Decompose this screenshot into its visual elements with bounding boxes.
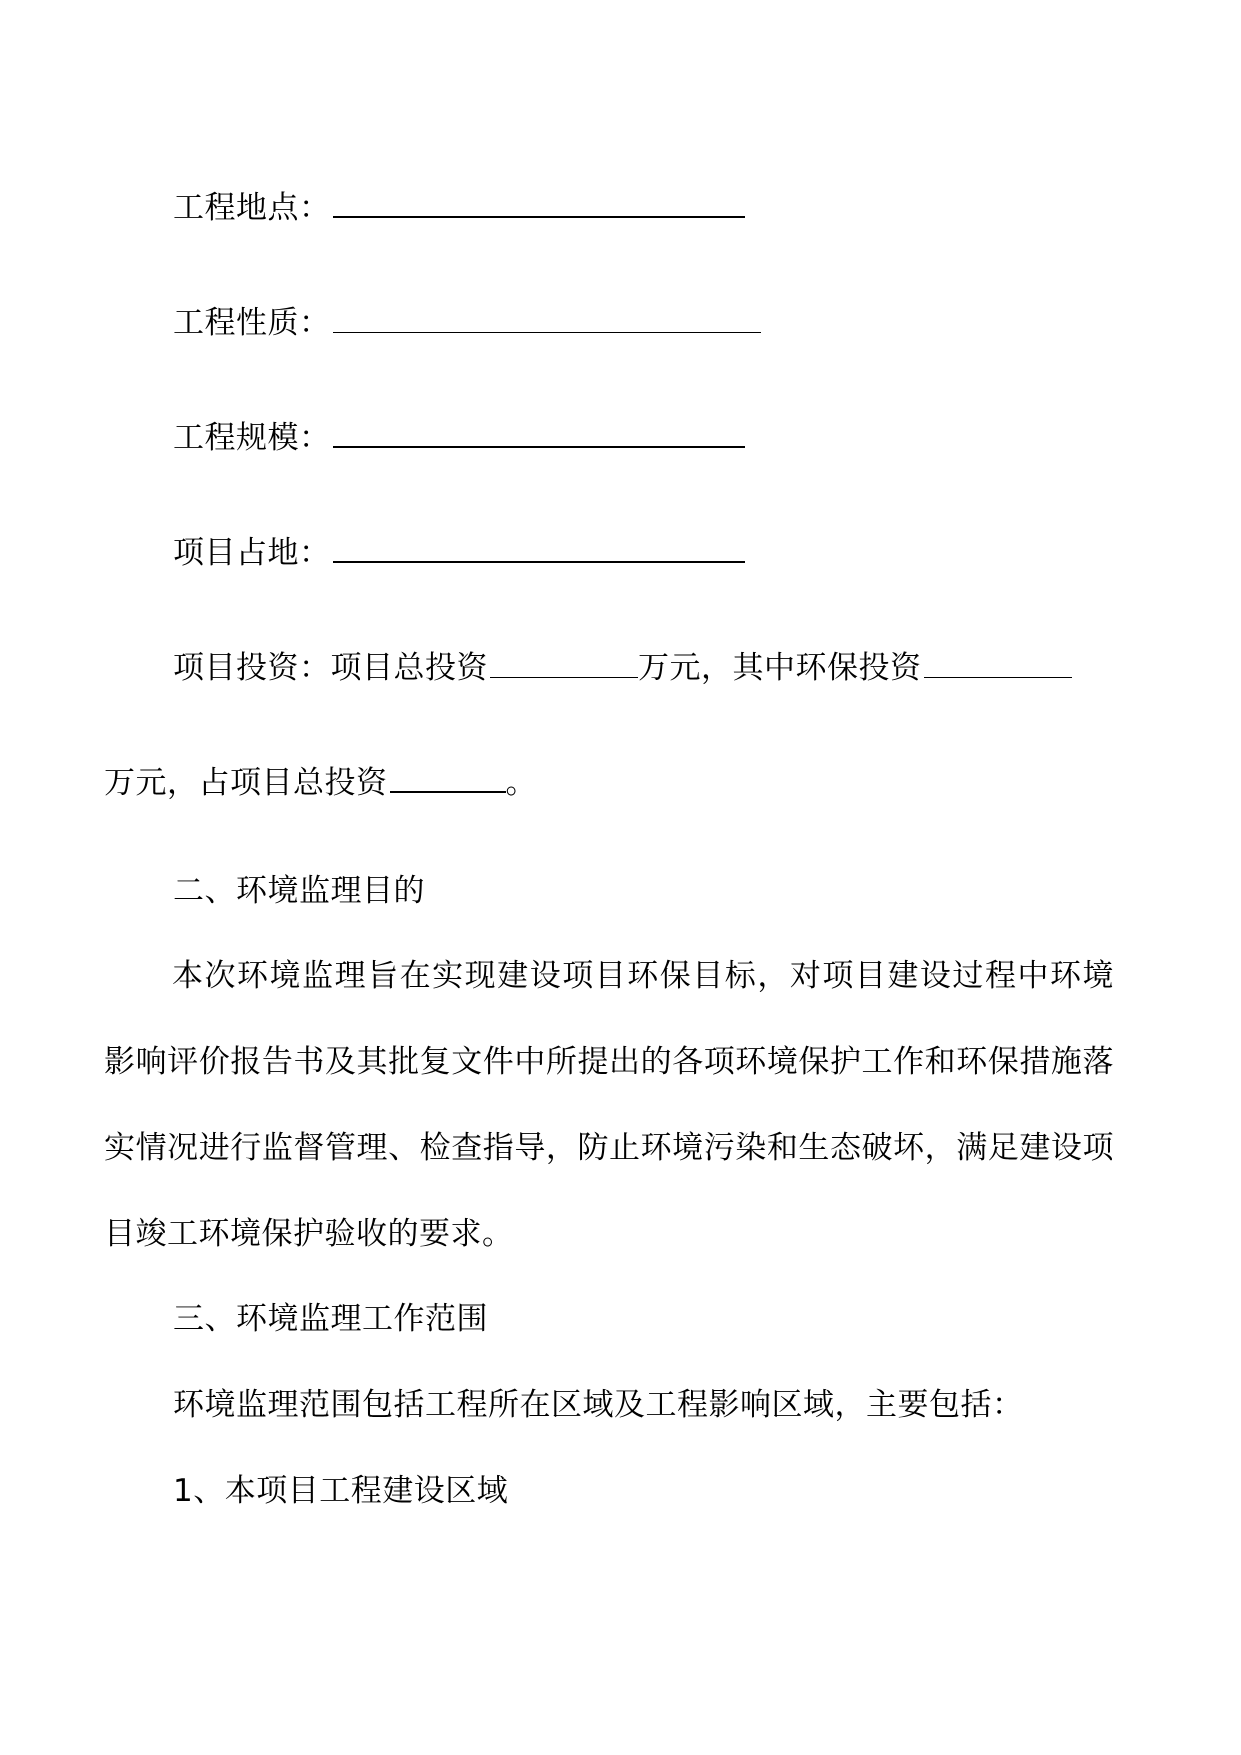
investment-ratio-blank[interactable] (390, 761, 506, 793)
project-land-line (173, 531, 745, 575)
section3-heading: 三、环境监理工作范围 (173, 1301, 488, 1337)
project-nature-line (173, 301, 761, 345)
project-location-blank[interactable] (333, 186, 745, 218)
project-scale-blank[interactable] (333, 416, 745, 448)
project-location-line (173, 186, 745, 230)
investment-ratio-text: 万元，占项目总投资 (104, 765, 388, 801)
project-investment-label: 项目投资： (173, 650, 331, 686)
env-investment-text: 万元，其中环保投资 (638, 650, 922, 686)
project-scale-label: 工程规模： (173, 420, 331, 456)
project-nature-label: 工程性质： (173, 305, 331, 341)
section3-item-1: 1、本项目工程建设区域 (173, 1473, 509, 1509)
total-investment-text: 项目总投资 (330, 650, 488, 686)
project-land-label: 项目占地： (173, 535, 331, 571)
total-investment-blank[interactable] (490, 647, 638, 678)
section2-heading: 二、环境监理目的 (173, 873, 425, 909)
investment-ratio-end: 。 (505, 765, 537, 801)
project-location-label: 工程地点： (173, 190, 331, 226)
section3-intro: 环境监理范围包括工程所在区域及工程影响区域，主要包括： (173, 1387, 1024, 1423)
investment-ratio-line (104, 761, 537, 805)
project-nature-blank[interactable] (333, 302, 761, 333)
project-investment-line (173, 646, 1072, 690)
project-scale-line (173, 416, 745, 460)
project-land-blank[interactable] (333, 531, 745, 563)
section2-body: 本次环境监理旨在实现建设项目环保目标，对项目建设过程中环境影响评价报告书及其批复文件中所提出的各项环境保护工作和环保措施落实情况进行监督管理、检查指导，防止环境污染和生态破坏，满足建设项目竣工环境保护验收的要求。 (104, 958, 1114, 1252)
env-investment-blank[interactable] (924, 647, 1072, 678)
